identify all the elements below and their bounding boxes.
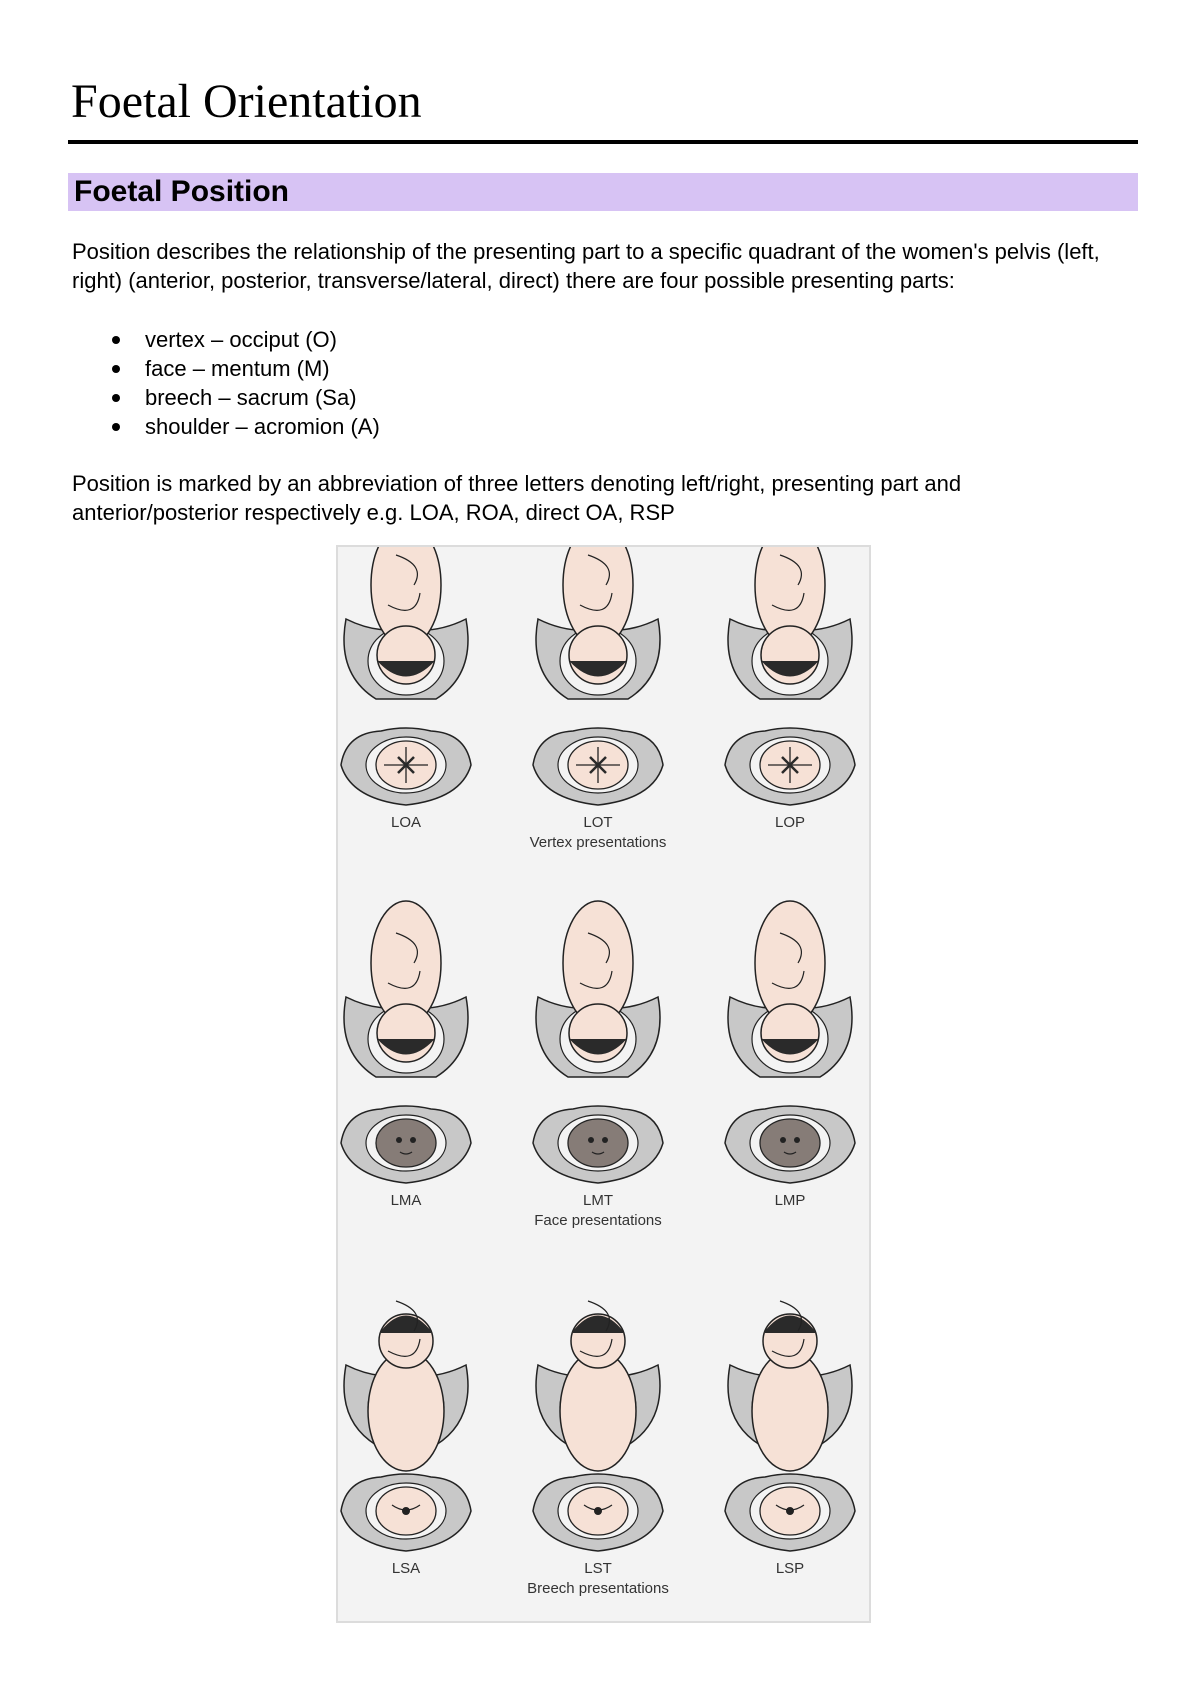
list-item-text: face – mentum (M)	[145, 356, 330, 381]
position-label: LMT	[583, 1192, 613, 1209]
position-label: LSP	[775, 1560, 805, 1577]
position-illustration-lop	[725, 547, 855, 805]
position-illustration-loa	[341, 547, 471, 805]
position-illustration-lst	[533, 1301, 663, 1551]
position-label: LMP	[774, 1192, 806, 1209]
bullet-icon	[112, 394, 120, 402]
list-item-text: shoulder – acromion (A)	[145, 414, 380, 439]
section-heading: Foetal Position	[68, 173, 1138, 211]
group-caption: Face presentations	[534, 1212, 662, 1229]
list-item-text: breech – sacrum (Sa)	[145, 385, 357, 410]
bullet-icon	[112, 423, 120, 431]
position-illustration-lmp	[725, 901, 855, 1183]
presenting-parts-list	[72, 325, 380, 441]
position-label: LMA	[390, 1192, 422, 1209]
list-item	[72, 383, 380, 412]
position-label: LST	[584, 1560, 612, 1577]
intro-paragraph: Position describes the relationship of the presenting part to a specific quadrant of the women's pelvis (left, right) (anterior, posterior, transverse/lateral, direct) there are four possible presenting parts:	[72, 239, 1100, 293]
position-illustration-lma	[341, 901, 471, 1183]
position-illustration-lot	[533, 547, 663, 805]
list-item-text: vertex – occiput (O)	[145, 327, 337, 352]
position-illustration-lsa	[341, 1301, 471, 1551]
page-title: Foetal Orientation	[71, 75, 422, 128]
foetal-positions-illustration	[338, 547, 869, 1621]
position-label: LOP	[774, 814, 806, 831]
bullet-icon	[112, 336, 120, 344]
position-label: LSA	[391, 1560, 421, 1577]
group-caption: Breech presentations	[527, 1580, 669, 1597]
abbreviation-paragraph: Position is marked by an abbreviation of three letters denoting left/right, presenting part and anterior/posterior respectively e.g. LOA, ROA, direct OA, RSP	[72, 471, 962, 525]
list-item	[72, 412, 380, 441]
group-caption: Vertex presentations	[529, 834, 667, 851]
position-label: LOA	[390, 814, 422, 831]
position-label: LOT	[583, 814, 613, 831]
position-illustration-lmt	[533, 901, 663, 1183]
bullet-icon	[112, 365, 120, 373]
list-item	[72, 354, 380, 383]
position-illustration-lsp	[725, 1301, 855, 1551]
title-divider	[68, 140, 1138, 144]
foetal-positions-figure	[336, 545, 871, 1623]
list-item	[72, 325, 380, 354]
